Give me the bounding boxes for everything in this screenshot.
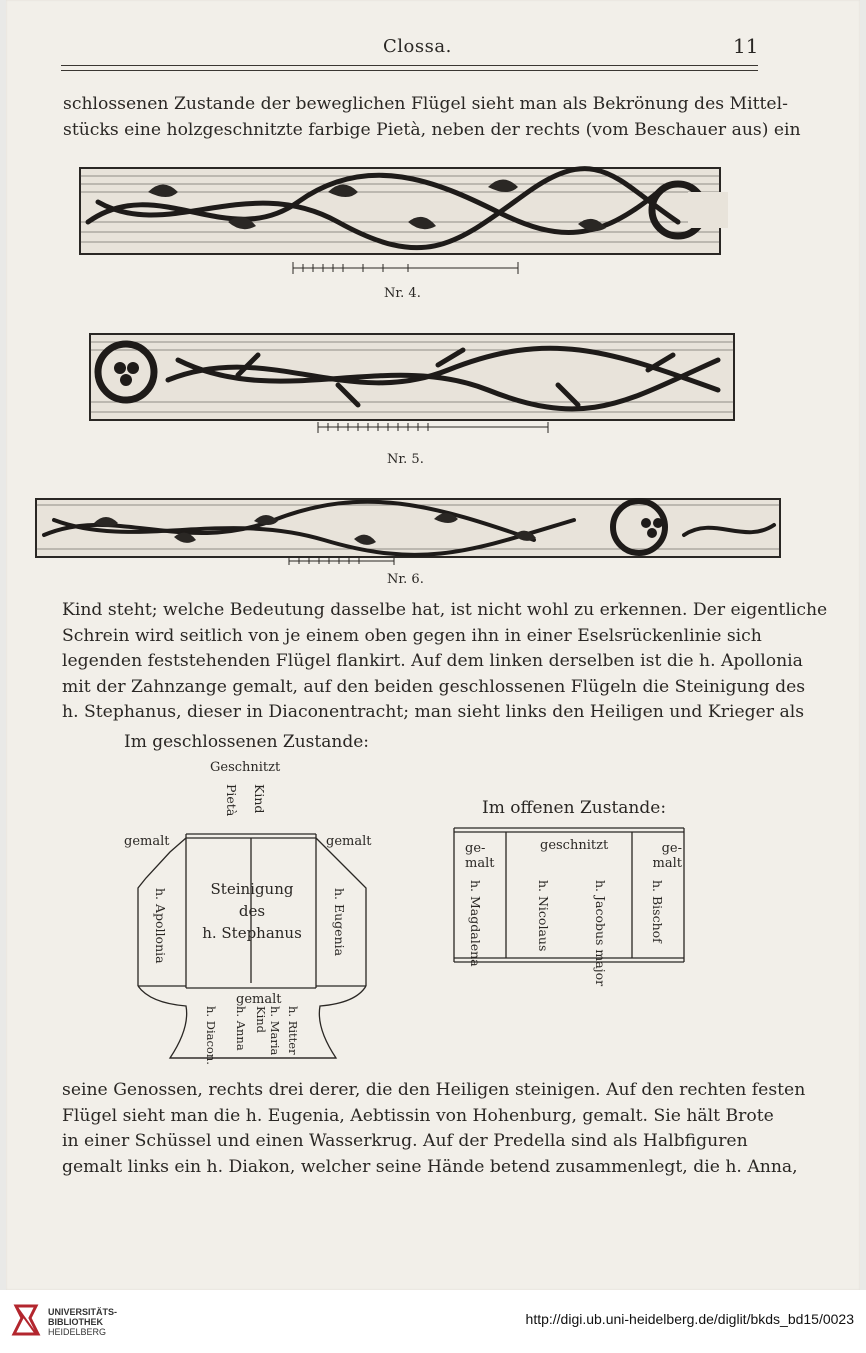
header-rule — [61, 65, 758, 71]
library-line: BIBLIOTHEK — [48, 1317, 103, 1327]
library-logo-icon — [10, 1302, 42, 1338]
text-line: seine Genossen, rechts drei derer, die den Heiligen steinigen. Auf den rechten festen — [62, 1080, 806, 1100]
predella-maria: h. Maria — [268, 1006, 282, 1056]
closed-top-pieta: Pietà — [224, 784, 239, 817]
text-line: Kind steht; welche Bedeutung dasselbe hat, ist nicht wohl zu erkennen. Der eigentliche — [62, 600, 828, 620]
library-line: UNIVERSITÄTS- — [48, 1307, 118, 1317]
predella-kind: Kind — [254, 1006, 268, 1034]
figure-caption-nr4: Nr. 4. — [384, 286, 421, 301]
book-page — [6, 0, 860, 1290]
page-number: 11 — [733, 34, 759, 58]
closed-center-panel — [187, 878, 317, 944]
text-line: h. Stephanus, dieser in Diaconentracht; man sieht links den Heiligen und Krieger als — [62, 702, 805, 722]
text-line: in einer Schüssel und einen Wasserkrug. Auf der Predella sind als Halbfiguren — [62, 1131, 748, 1151]
text-line: mit der Zahnzange gemalt, auf den beiden geschlossenen Flügeln die Steinigung des — [62, 676, 806, 697]
carved-ornament-nr5 — [88, 330, 738, 435]
library-name — [48, 1307, 117, 1337]
paragraph-2 — [62, 598, 827, 726]
text-line: gemalt links ein h. Diakon, welcher seine Hände betend zusammenlegt, die h. Anna, — [62, 1156, 798, 1177]
text-line: schlossenen Zustande der beweglichen Flügel sieht man als Bekrönung des Mittel- — [63, 94, 788, 114]
library-line: HEIDELBERG — [48, 1327, 107, 1337]
closed-left-wing: h. Apollonia — [153, 888, 168, 964]
open-nicolaus: h. Nicolaus — [536, 880, 551, 952]
predella-diacon: h. Diacon. — [204, 1006, 218, 1065]
running-head: Clossa. — [383, 36, 452, 57]
closed-left-gemalt: gemalt — [124, 834, 170, 849]
open-bischof: h. Bischof — [650, 880, 665, 943]
predella-anna: h. Anna — [234, 1006, 248, 1051]
text-line: Flügel sieht man die h. Eugenia, Aebtissin von Hohenburg, gemalt. Sie hält Brote — [62, 1105, 774, 1126]
closed-right-wing: h. Eugenia — [332, 888, 347, 957]
closed-top-kind: Kind — [252, 784, 267, 814]
paragraph-1 — [63, 92, 801, 143]
open-state-heading: Im offenen Zustande: — [482, 798, 667, 818]
predella-label: gemalt — [236, 992, 282, 1007]
open-jacobus: h. Jacobus major — [593, 880, 608, 987]
open-left-label: ge-malt — [465, 841, 495, 871]
viewer-footer — [0, 1290, 866, 1353]
source-url-link[interactable]: http://digi.ub.uni-heidelberg.de/diglit/bkds_bd15/0023 — [525, 1311, 854, 1327]
open-center-label: geschnitzt — [540, 838, 609, 853]
center-line: Steinigung — [210, 880, 294, 898]
center-line: h. Stephanus — [202, 924, 302, 942]
closed-state-heading: Im geschlossenen Zustande: — [124, 732, 369, 752]
text-line: Schrein wird seitlich von je einem oben gegen ihn in einer Eselsrückenlinie sich — [62, 625, 762, 646]
carved-ornament-nr4 — [78, 162, 728, 277]
paragraph-3 — [62, 1078, 805, 1180]
text-line: stücks eine holzgeschnitzte farbige Pietà, neben der rechts (vom Beschauer aus) ein — [63, 119, 801, 140]
carved-ornament-nr6 — [34, 495, 784, 570]
figure-caption-nr6: Nr. 6. — [387, 572, 424, 587]
figure-caption-nr5: Nr. 5. — [387, 452, 424, 467]
text-line: legenden feststehenden Flügel flankirt. Auf dem linken derselben ist die h. Apollonia — [62, 651, 803, 671]
predella-ritter: h. Ritter — [286, 1006, 300, 1055]
center-line: des — [238, 902, 266, 920]
closed-top-label: Geschnitzt — [210, 760, 281, 775]
open-magdalena: h. Magdalena — [468, 880, 483, 967]
open-right-label: ge-malt — [652, 841, 682, 871]
closed-right-gemalt: gemalt — [326, 834, 372, 849]
